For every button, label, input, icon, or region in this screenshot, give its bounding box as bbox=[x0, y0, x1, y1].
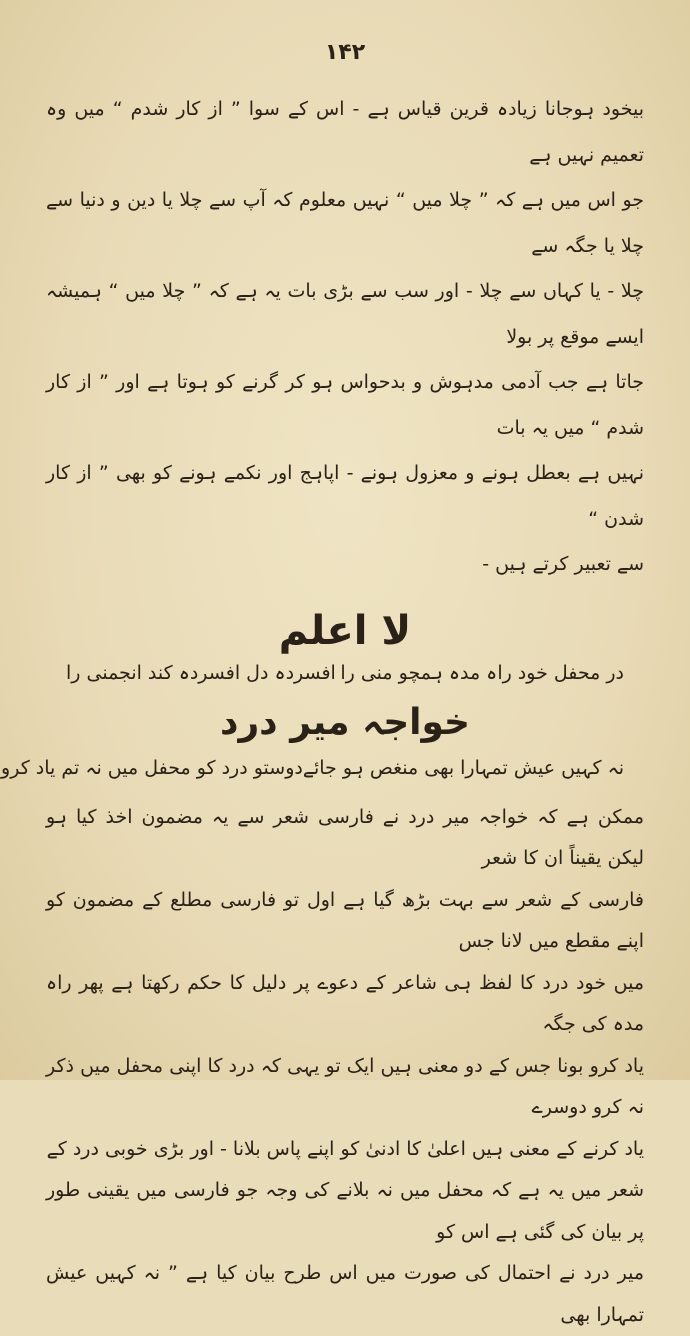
text-line: فارسی کے شعر سے بہت بڑھ گیا ہے اول تو فارسی مطلع کے مضمون کو اپنے مقطع میں لانا جس bbox=[46, 880, 644, 963]
text-line: یاد کرو بونا جس کے دو معنی ہیں ایک تو یہی کہ درد کا اپنی محفل میں ذکر نہ کرو دوسرے bbox=[46, 1046, 644, 1129]
persian-couplet bbox=[46, 662, 644, 684]
paragraph-commentary bbox=[46, 87, 644, 588]
paragraph-analysis bbox=[46, 797, 644, 1336]
text-line: شعر میں یہ ہے کہ محفل میں نہ بلانے کی وجہ جو فارسی میں یقینی طور پر بیان کی گئی ہے اس کو bbox=[46, 1170, 644, 1253]
couplet-second-hemistich: افسردہ دل افسردہ کند انجمنی را bbox=[66, 662, 336, 684]
text-line: ممکن ہے کہ خواجہ میر درد نے فارسی شعر سے یہ مضمون اخذ کیا ہو لیکن یقیناً ان کا شعر bbox=[46, 797, 644, 880]
text-line: میر درد نے احتمال کی صورت میں اس طرح بیان کیا ہے ” نہ کہیں عیش تمہارا بھی bbox=[46, 1253, 644, 1336]
urdu-couplet bbox=[46, 757, 644, 779]
text-line: جو اس میں ہے کہ ” چلا میں “ نہیں معلوم کہ آپ سے چلا یا دین و دنیا سے چلا یا جگہ سے bbox=[46, 178, 644, 269]
text-line: سے تعبیر کرتے ہیں - bbox=[46, 542, 644, 588]
text-line: جاتا ہے جب آدمی مدہوش و بدحواس ہو کر گرنے کو ہوتا ہے اور ” از کار شدم “ میں یہ بات bbox=[46, 360, 644, 451]
couplet-first-hemistich: نہ کہیں عیش تمہارا بھی منغص ہو جائے bbox=[303, 757, 624, 779]
couplet-second-hemistich: دوستو درد کو محفل میں نہ تم یاد کرو bbox=[1, 757, 303, 779]
text-line: بیخود ہوجانا زیادہ قرین قیاس ہے - اس کے سوا ” از کار شدم “ میں وہ تعمیم نہیں ہے bbox=[46, 87, 644, 178]
text-line: میں خود درد کا لفظ ہی شاعر کے دعوے پر دلیل کا حکم رکھتا ہے پھر راہ مدہ کی جگہ bbox=[46, 963, 644, 1046]
text-line: نہیں ہے بعطل ہونے و معزول ہونے - اپاہج اور نکمے ہونے کو بھی ” از کار شدن “ bbox=[46, 451, 644, 542]
section-heading-la-alam: لا اعلم bbox=[46, 608, 644, 654]
page-number: ۱۴۲ bbox=[46, 40, 644, 65]
text-line: یاد کرنے کے معنی ہیں اعلیٰ کا ادنیٰ کو اپنے پاس بلانا - اور بڑی خوبی درد کے bbox=[46, 1129, 644, 1171]
couplet-first-hemistich: در محفل خود راہ مدہ ہمچو منی را bbox=[340, 662, 624, 684]
poet-heading: خواجہ میر درد bbox=[46, 702, 644, 743]
text-line: چلا - یا کہاں سے چلا - اور سب سے بڑی بات یہ ہے کہ ” چلا میں “ ہمیشہ ایسے موقع پر بولا bbox=[46, 269, 644, 360]
